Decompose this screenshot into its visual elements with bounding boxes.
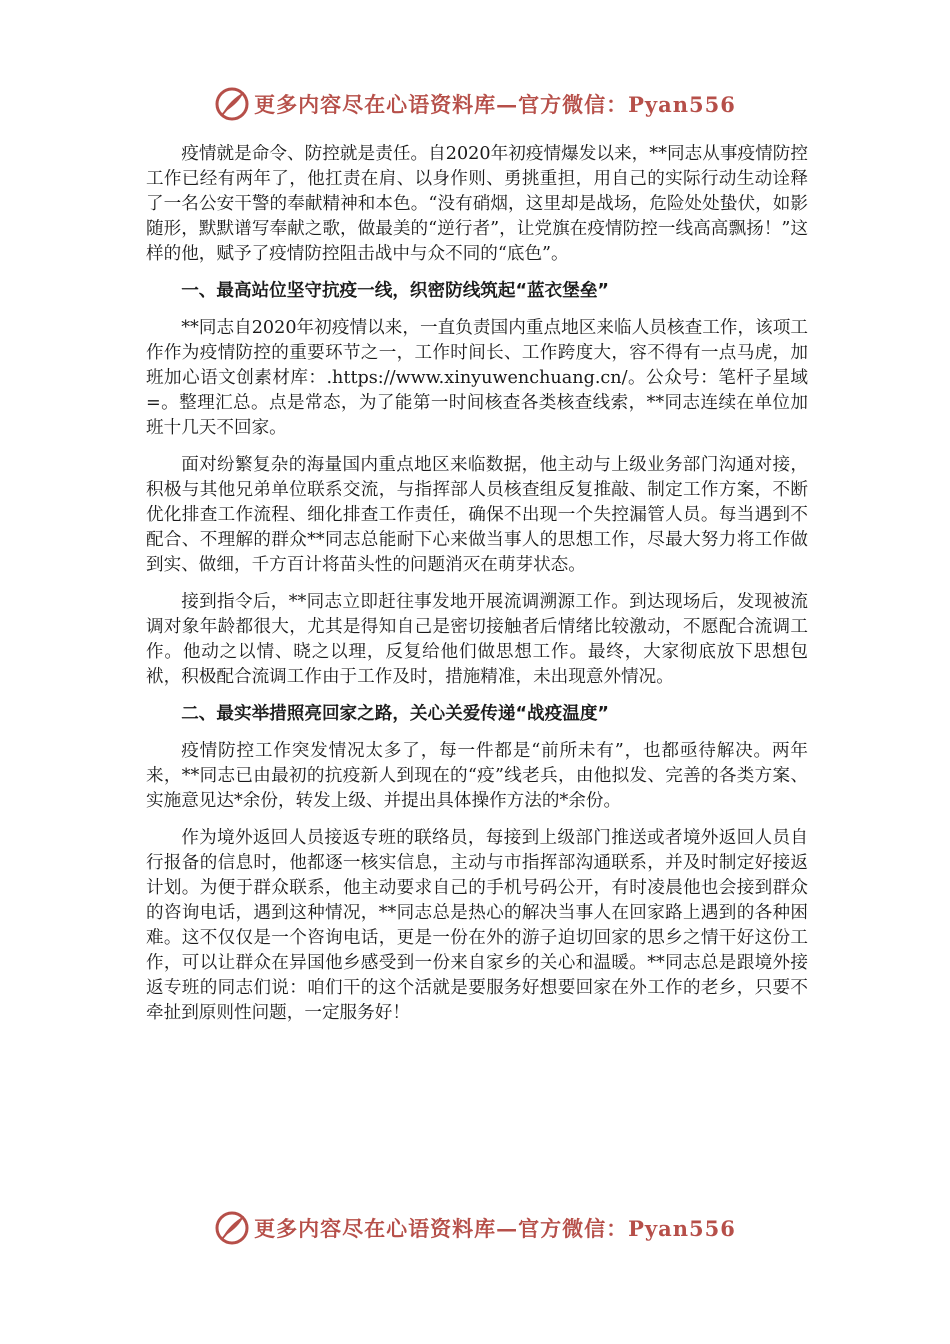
document-body [146,142,808,1038]
paragraph-4: 疫情防控工作突发情况太多了，每一件都是“前所未有”，也都亟待解决。两年来，**同志已由最初的抗疫新人到现在的“疫”线老兵，由他拟发、完善的各类方案、实施意见达*余份，转发上级、并提出具体操作方法的*余份。 [146,741,808,811]
paragraph-2: 面对纷繁复杂的海量国内重点地区来临数据，他主动与上级业务部门沟通对接，积极与其他兄弟单位联系交流，与指挥部人员核查组反复推敲、制定工作方案，不断优化排查工作流程、细化排查工作责任，确保不出现一个失控漏管人员。每当遇到不配合、不理解的群众**同志总能耐下心来做当事人的思想工作，尽最大努力将工作做到实、做细，千方百计将苗头性的问题消灭在萌芽状态。 [146,455,808,575]
intro-paragraph: 疫情就是命令、防控就是责任。自2020年初疫情爆发以来，**同志从事疫情防控工作已经有两年了，他扛责在肩、以身作则、勇挑重担，用自己的实际行动生动诠释了一名公安干警的奉献精神和本色。“没有硝烟，这里却是战场，危险处处蛰伏，如影随形，默默谱写奉献之歌，做最美的“逆行者”，让党旗在疫情防控一线高高飘扬！”这样的他，赋予了疫情防控阻击战中与众不同的“底色”。 [146,144,808,264]
header-banner-text: 更多内容尽在心语资料库—官方微信：Pyan556 [254,92,736,117]
quill-logo-icon [214,1210,250,1246]
quill-logo-icon [214,86,250,122]
paragraph-3: 接到指令后，**同志立即赶往事发地开展流调溯源工作。到达现场后，发现被流调对象年龄都很大，尤其是得知自己是密切接触者后情绪比较激动，不愿配合流调工作。他动之以情、晓之以理，反复给他们做思想工作。最终，大家彻底放下思想包袱，积极配合流调工作由于工作及时，措施精准，未出现意外情况。 [146,592,808,687]
section-heading-2: 二、最实举措照亮回家之路，关心关爱传递“战疫温度” [181,704,609,724]
paragraph-1: **同志自2020年初疫情以来，一直负责国内重点地区来临人员核查工作，该项工作作为疫情防控的重要环节之一，工作时间长、工作跨度大，容不得有一点马虎，加班加心语文创素材库：.https://www.xinyuwenchuang.cn/。公众号：笔杆子星域=。整理汇总。点是常态，为了能第一时间核查各类核查线索，**同志连续在单位加班十几天不回家。 [146,318,808,438]
header-banner [0,84,950,124]
section-heading-1: 一、最高站位坚守抗疫一线，织密防线筑起“蓝衣堡垒” [181,281,609,301]
footer-banner [0,1208,950,1248]
footer-banner-text: 更多内容尽在心语资料库—官方微信：Pyan556 [254,1216,736,1241]
paragraph-5: 作为境外返回人员接返专班的联络员，每接到上级部门推送或者境外返回人员自行报备的信息时，他都逐一核实信息，主动与市指挥部沟通联系，并及时制定好接返计划。为便于群众联系，他主动要求自己的手机号码公开，有时凌晨他也会接到群众的咨询电话，遇到这种情况，**同志总是热心的解决当事人在回家路上遇到的各种困难。这不仅仅是一个咨询电话，更是一份在外的游子迫切回家的思乡之情干好这份工作，可以让群众在异国他乡感受到一份来自家乡的关心和温暖。**同志总是跟境外接返专班的同志们说：咱们干的这个活就是要服务好想要回家在外工作的老乡，只要不牵扯到原则性问题，一定服务好！ [146,828,808,1023]
